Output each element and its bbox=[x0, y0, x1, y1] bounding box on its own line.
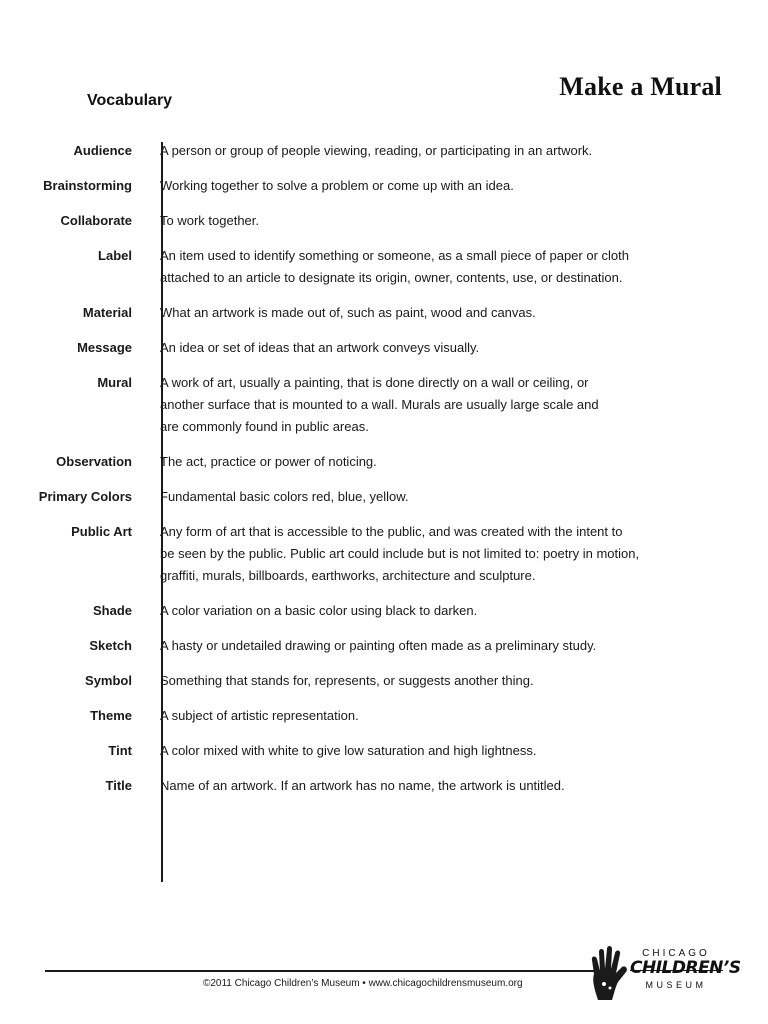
footer-copyright: ©2011 Chicago Children’s Museum • www.chicagochildrensmuseum.org bbox=[203, 978, 523, 989]
vocabulary-term: Symbol bbox=[85, 673, 132, 688]
page-title: Make a Mural bbox=[559, 72, 722, 101]
vocabulary-definition bbox=[151, 451, 700, 473]
vocabulary-definition bbox=[151, 600, 700, 622]
vocabulary-definition bbox=[151, 372, 700, 438]
vocabulary-term: Observation bbox=[56, 454, 132, 469]
vocabulary-entry bbox=[0, 670, 768, 692]
vocabulary-entry bbox=[0, 451, 768, 473]
vocabulary-entry bbox=[0, 210, 768, 232]
definition-line: A work of art, usually a painting, that is done directly on a wall or ceiling, or bbox=[160, 375, 589, 390]
vocabulary-entry bbox=[0, 600, 768, 622]
vocabulary-term: Brainstorming bbox=[43, 178, 132, 193]
vocabulary-entry bbox=[0, 486, 768, 508]
hand-icon bbox=[590, 944, 630, 1002]
logo-text-middle: CHILDREN’S bbox=[630, 958, 741, 978]
section-heading: Vocabulary bbox=[87, 92, 173, 109]
vocabulary-term: Mural bbox=[97, 375, 132, 390]
vocabulary-entry bbox=[0, 521, 768, 587]
definition-line: A hasty or undetailed drawing or painting often made as a preliminary study. bbox=[160, 638, 597, 653]
definition-line: attached to an article to designate its origin, owner, contents, use, or destination. bbox=[160, 270, 623, 285]
vocabulary-definition bbox=[151, 670, 700, 692]
vocabulary-definition bbox=[151, 302, 700, 324]
vocabulary-entry bbox=[0, 245, 768, 289]
museum-logo bbox=[590, 942, 741, 1002]
definition-line: A subject of artistic representation. bbox=[160, 708, 359, 723]
definition-line: An idea or set of ideas that an artwork conveys visually. bbox=[160, 340, 480, 355]
definition-line: be seen by the public. Public art could include but is not limited to: poetry in motion, bbox=[160, 546, 640, 561]
vocabulary-entry bbox=[0, 775, 768, 797]
definition-line: graffiti, murals, billboards, earthworks, architecture and sculpture. bbox=[160, 568, 536, 583]
vocabulary-term: Shade bbox=[92, 603, 132, 618]
vocabulary-definition bbox=[151, 210, 700, 232]
definition-line: Name of an artwork. If an artwork has no name, the artwork is untitled. bbox=[160, 778, 565, 793]
vocabulary-definition bbox=[151, 635, 700, 657]
vocabulary-definition bbox=[151, 245, 700, 289]
vocabulary-definition bbox=[151, 175, 700, 197]
vocabulary-entry bbox=[0, 140, 768, 162]
vocabulary-entry bbox=[0, 337, 768, 359]
logo-text-top: CHICAGO bbox=[642, 948, 710, 959]
vocabulary-entry bbox=[0, 302, 768, 324]
definition-line: Working together to solve a problem or come up with an idea. bbox=[160, 178, 514, 193]
vocabulary-definition bbox=[151, 337, 700, 359]
vocabulary-entry bbox=[0, 740, 768, 762]
definition-line: another surface that is mounted to a wall. Murals are usually large scale and bbox=[160, 397, 599, 412]
vocabulary-definition bbox=[151, 775, 700, 797]
logo-text-bottom: MUSEUM bbox=[645, 980, 707, 990]
vocabulary-entry bbox=[0, 635, 768, 657]
vocabulary-term: Theme bbox=[90, 708, 132, 723]
vocabulary-term: Collaborate bbox=[60, 213, 132, 228]
definition-line: To work together. bbox=[160, 213, 259, 228]
definition-line: A person or group of people viewing, reading, or participating in an artwork. bbox=[160, 143, 593, 158]
definition-line: Fundamental basic colors red, blue, yellow. bbox=[160, 489, 409, 504]
vocabulary-definition bbox=[151, 521, 700, 587]
vocabulary-term: Sketch bbox=[89, 638, 132, 653]
definition-line: A color mixed with white to give low saturation and high lightness. bbox=[160, 743, 537, 758]
definition-line: are commonly found in public areas. bbox=[160, 419, 369, 434]
definition-line: A color variation on a basic color using black to darken. bbox=[160, 603, 478, 618]
vocabulary-definition bbox=[151, 140, 700, 162]
definition-line: Any form of art that is accessible to the public, and was created with the intent to bbox=[160, 524, 623, 539]
vocabulary-term: Audience bbox=[73, 143, 132, 158]
vocabulary-term: Primary Colors bbox=[38, 489, 132, 504]
vocabulary-term: Public Art bbox=[71, 524, 132, 539]
vocabulary-entry bbox=[0, 372, 768, 438]
definition-line: The act, practice or power of noticing. bbox=[160, 454, 377, 469]
definition-line: An item used to identify something or someone, as a small piece of paper or cloth bbox=[160, 248, 629, 263]
footer-rule bbox=[45, 970, 615, 972]
vocabulary-definition bbox=[151, 486, 700, 508]
vocabulary-term: Message bbox=[77, 340, 132, 355]
vocabulary-term: Tint bbox=[108, 743, 132, 758]
vocabulary-term: Material bbox=[82, 305, 132, 320]
vocabulary-definition bbox=[151, 705, 700, 727]
definition-line: What an artwork is made out of, such as paint, wood and canvas. bbox=[160, 305, 536, 320]
vocabulary-definition bbox=[151, 740, 700, 762]
vocabulary-term: Title bbox=[105, 778, 132, 793]
vocabulary-entry bbox=[0, 705, 768, 727]
vocabulary-list bbox=[0, 140, 768, 810]
vocabulary-term: Label bbox=[98, 248, 132, 263]
definition-line: Something that stands for, represents, or suggests another thing. bbox=[160, 673, 534, 688]
vocabulary-entry bbox=[0, 175, 768, 197]
